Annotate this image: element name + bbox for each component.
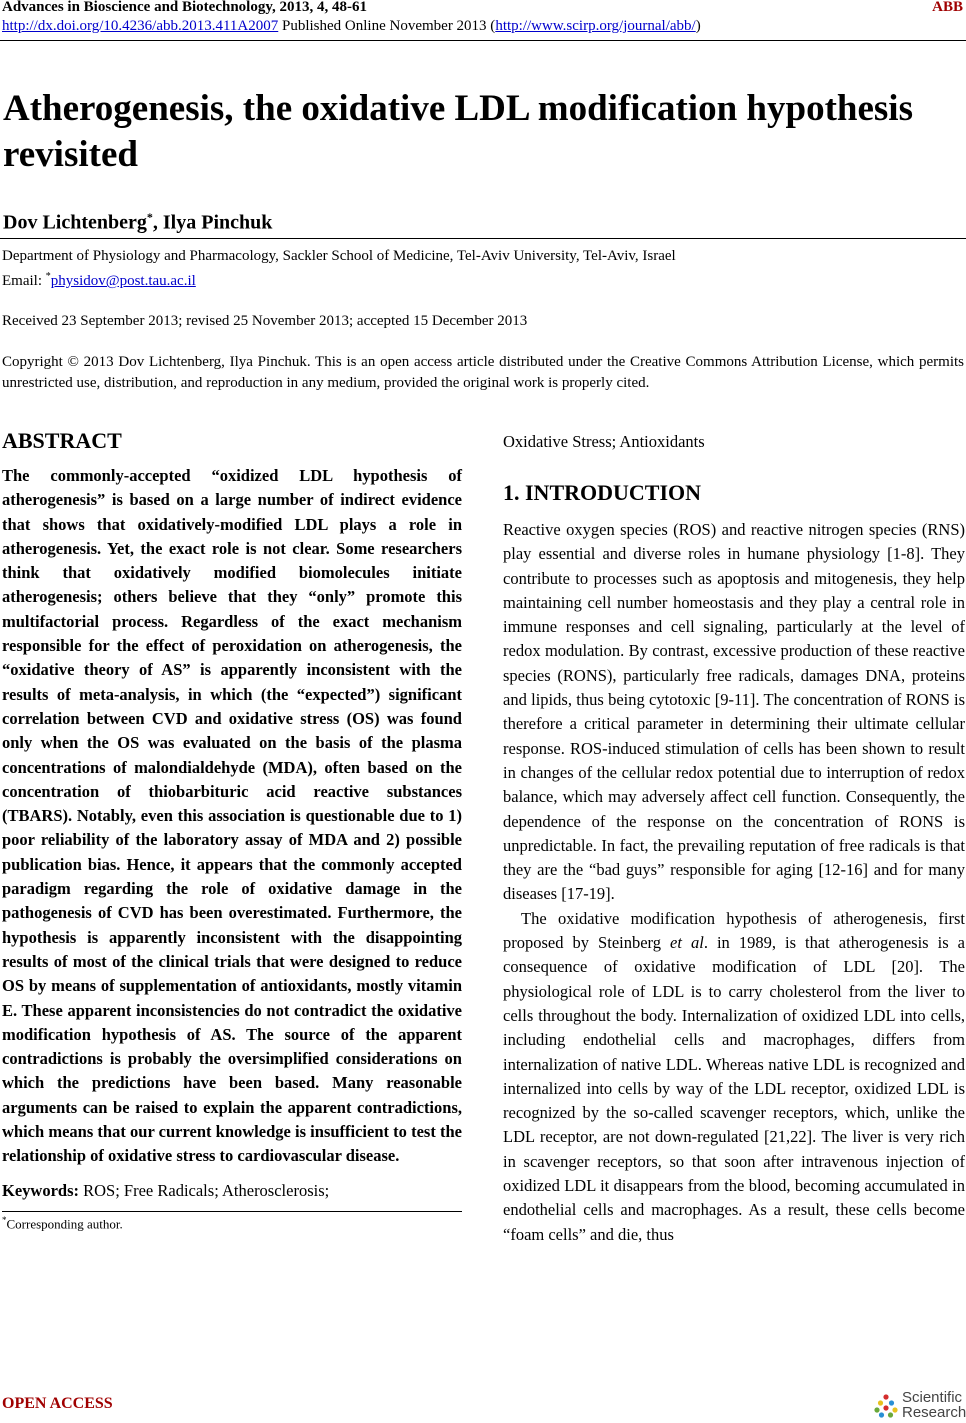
- scientific-research-logo: [874, 1388, 966, 1422]
- article-title: Atherogenesis, the oxidative LDL modification hypothesis revisited: [3, 88, 913, 175]
- journal-url-link[interactable]: http://www.scirp.org/journal/abb/: [495, 18, 696, 34]
- right-column: [503, 430, 965, 1247]
- author-divider: [0, 238, 966, 239]
- email-mark: *: [45, 271, 51, 282]
- logo-text: [902, 1390, 966, 1420]
- email-line: [2, 271, 196, 290]
- left-column: [2, 426, 462, 1232]
- journal-abbreviation: ABB: [932, 0, 963, 15]
- footnote-mark: *: [2, 1214, 7, 1225]
- logo-dot-6: [892, 1407, 897, 1412]
- footnote-text: Corresponding author.: [6, 1215, 123, 1231]
- author-separator: ,: [152, 211, 163, 234]
- abstract-heading: ABSTRACT: [2, 428, 122, 453]
- introduction-paragraph-1: Reactive oxygen species (ROS) and reactive nitrogen species (RNS) play essential and diverse roles in humane physiology [1-8]. They contribute to processes such as apoptosis and mitogenesis, they help maintaining cell number homeostasis and they play a central role in immune responses and cell signaling, particularly at the level of redox modulation. By contrast, excessive production of these reactive species (RONS), particularly free radicals, damages DNA, proteins and lipids, thus being cytotoxic [9-11]. The concentration of RONS is therefore a critical parameter in determining their ultimate cellular response. ROS-induced stimulation of cells has been shown to result in changes of the cellular redox potential due to interruption of redox balance, which may adversely affect cell function. Consequently, the dependence of the response on the concentration of RONS is unpredictable. In fact, the prevailing reputation of free radicals is that they are the “bad guys” responsible for aging [12-16] and for many diseases [17-19].: [503, 520, 965, 904]
- keywords-continued: Oxidative Stress; Antioxidants: [503, 432, 705, 451]
- logo-dot-4: [874, 1407, 879, 1412]
- published-text: Published Online November 2013 (: [278, 18, 496, 34]
- doi-line: [2, 18, 701, 35]
- logo-dot-5: [883, 1405, 888, 1410]
- et-al: et al: [670, 933, 704, 953]
- introduction-paragraph-2: [503, 907, 965, 1247]
- footnote: [2, 1215, 462, 1232]
- abstract-text: The commonly-accepted “oxidized LDL hypothesis of atherogenesis” is based on a large number of indirect evidence that shows that oxidatively-modified LDL plays a role in atherogenesis. Yet, the exact role is not clear. Some researchers think that oxidatively modified biomolecules initiate atherogenesis; others believe that they “only” promote this multifactorial process. Regardless of the exact mechanism responsible for the effect of peroxidation on atherogenesis, the “oxidative theory of AS” is apparently inconsistent with the results of meta-analysis, in which (the “expected”) significant correlation between CVD and oxidative stress (OS) was found only when the OS was evaluated on the basis of the plasma concentrations of malondialdehyde (MDA), often based on the concentration of thiobarbituric acid reactive substances (TBARS). Notably, even this association is questionable due to 1) poor reliability of the laboratory assay of MDA and 2) possible publication bias. Hence, it appears that the commonly accepted paradigm regarding the role of oxidative damage in the pathogenesis of CVD has been overestimated. Furthermore, the hypothesis is apparently inconsistent with the disappointing results of most of the clinical trials that were designed to reduce OS by means of supplementation of antioxidants, mostly vitamin E. These apparent inconsistencies do not contradict the oxidative modification hypothesis of AS. The source of the apparent contradictions is probably the oversimplified considerations on which the predictions have been based. Many reasonable arguments can be raised to explain the apparent contradictions, which means that our current knowledge is insufficient to test the relationship of oxidative stress to cardiovascular disease.: [2, 466, 462, 1166]
- affiliation: Department of Physiology and Pharmacology, Sackler School of Medicine, Tel-Aviv University, Tel-Aviv, Israel: [2, 248, 676, 264]
- keywords-text: ROS; Free Radicals; Atherosclerosis;: [79, 1180, 330, 1200]
- author-1: Dov Lichtenberg: [3, 211, 147, 234]
- logo-dot-3: [889, 1400, 894, 1405]
- logo-line-1: Scientific: [902, 1389, 963, 1406]
- header-divider: [0, 40, 966, 41]
- email-link[interactable]: physidov@post.tau.ac.il: [50, 273, 196, 289]
- paragraph-2-start: The oxidative modification hypothesis of atherogenesis, first proposed by Steinberg: [503, 908, 965, 953]
- logo-mark-icon: [874, 1394, 898, 1418]
- open-access-label: OPEN ACCESS: [2, 1395, 113, 1412]
- close-paren: ): [695, 18, 701, 34]
- paragraph-2-rest: . in 1989, is that atherogenesis is a consequence of oxidative modification of LDL [20]. The physiological role of LDL is to carry cholesterol from the liver to cells throughout the body. Internalization of oxidized LDL into cells, including endothelial cells and macrophages, differs from internalization of native LDL. Whereas native LDL is recognized and internalized into cells by way of the LDL receptor, oxidized LDL is recognized by the so-called scavenger receptors, which, unlike the LDL receptor, are not down-regulated [21,22]. The liver is very rich in scavenger receptors, so that soon after intravenous injection of oxidized LDL it disappears from the blood, becoming accumulated in endothelial cells and macrophages. As a result, these cells become “foam cells” and die, thus: [503, 933, 965, 1244]
- introduction-heading: 1. INTRODUCTION: [503, 480, 702, 505]
- logo-dot-2: [878, 1400, 883, 1405]
- keywords-label: Keywords:: [2, 1180, 79, 1200]
- logo-dot-1: [883, 1394, 888, 1399]
- corresponding-mark: *: [146, 210, 153, 224]
- doi-link[interactable]: http://dx.doi.org/10.4236/abb.2013.411A2007: [2, 18, 279, 34]
- journal-citation: Advances in Bioscience and Biotechnology, 2013, 4, 48-61: [2, 0, 368, 15]
- keywords: [2, 1179, 462, 1203]
- author-2: Ilya Pinchuk: [162, 211, 273, 234]
- copyright-notice: Copyright © 2013 Dov Lichtenberg, Ilya Pinchuk. This is an open access article distributed under the Creative Commons Attribution License, which permits unrestricted use, distribution, and reproduction in any medium, provided the original work is properly cited.: [2, 354, 964, 391]
- received-dates: Received 23 September 2013; revised 25 November 2013; accepted 15 December 2013: [2, 313, 528, 329]
- logo-dot-7: [879, 1412, 884, 1417]
- email-label: Email:: [2, 273, 46, 289]
- logo-line-2: Research: [902, 1404, 966, 1421]
- logo-dot-8: [888, 1412, 893, 1417]
- author-list: [3, 210, 272, 235]
- footnote-divider: [2, 1211, 462, 1212]
